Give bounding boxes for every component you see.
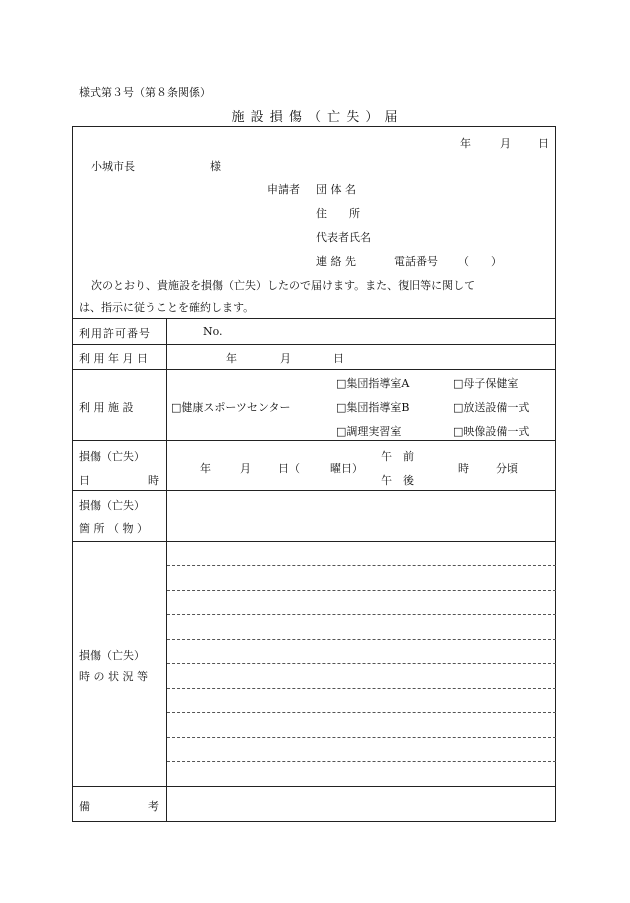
facility-label: 利 用 施 設 [79,401,134,414]
permit-number-field[interactable]: No. [203,325,223,338]
divider [72,440,556,441]
facility-option-maternal[interactable] [453,375,518,391]
facility-option-group-a[interactable] [336,375,409,391]
phone-area-code: （ ） [458,255,502,268]
damage-minute: 分頃 [496,462,518,475]
applicant-label: 申請者 [267,183,300,196]
use-date-year: 年 [226,352,237,365]
damage-month: 月 [240,462,251,475]
form-number: 様式第３号（第８条関係） [79,86,211,99]
damage-day: 日（ [278,462,300,475]
divider [72,541,556,542]
remarks-field[interactable] [170,790,552,819]
facility-option-broadcast[interactable] [453,399,529,415]
damage-year: 年 [200,462,211,475]
remarks-label-a: 備 [79,800,90,813]
divider [72,490,556,491]
damage-place-label: 損傷（亡失） [79,499,145,512]
statement-line1: 次のとおり、貴施設を損傷（亡失）したので届けます。また、復旧等に関して [91,279,476,292]
damage-datetime-label: 損傷（亡失） [79,450,145,463]
use-date-month: 月 [280,352,291,365]
permit-number-label: 利用許可番号 [79,327,151,340]
date-year: 年 [460,137,471,150]
divider [72,369,556,370]
date-day: 日 [538,137,549,150]
damage-place-field[interactable] [170,494,552,538]
damage-datetime-label-day: 日 [79,474,90,487]
damage-datetime-label-time: 時 [148,474,159,487]
damage-am[interactable]: 午 前 [381,450,414,463]
damage-hour: 時 [458,462,469,475]
divider [72,344,556,345]
option-label: 健康スポーツセンター [181,401,291,414]
representative-label: 代表者氏名 [316,231,371,244]
damage-weekday: 曜日） [330,462,363,475]
option-label: 放送設備一式 [463,401,530,414]
option-label: 母子保健室 [463,377,519,390]
divider [72,318,556,319]
facility-option-video[interactable] [453,423,529,439]
group-name-label: 団 体 名 [316,183,356,196]
option-label: 集団指導室A [346,377,410,390]
address-label: 住 所 [316,207,360,220]
form-title: 施 設 損 傷 （ 亡 失 ） 届 [231,110,399,125]
use-date-label: 利 用 年 月 日 [79,352,148,365]
addressee-honorific: 様 [210,160,221,173]
statement-line2: は、指示に従うことを確約します。 [79,301,255,314]
option-label: 映像設備一式 [463,425,530,438]
facility-option-main[interactable] [171,399,291,415]
addressee-name: 小城市長 [91,160,135,173]
option-label: 調理実習室 [346,425,402,438]
damage-pm[interactable]: 午 後 [381,474,414,487]
facility-option-cooking[interactable] [336,423,401,439]
date-month: 月 [500,137,511,150]
facility-option-group-b[interactable] [336,399,410,415]
use-date-day: 日 [333,352,344,365]
contact-label: 連 絡 先 [316,255,356,268]
divider [72,786,556,787]
damage-situation-label: 損傷（亡失） [79,649,145,662]
remarks-label-b: 考 [148,800,159,813]
damage-situation-field[interactable] [170,545,552,783]
damage-place-label-2: 箇 所 （ 物 ） [79,522,148,535]
label-column-divider [166,318,167,822]
option-label: 集団指導室B [346,401,410,414]
phone-label: 電話番号 [394,255,438,268]
damage-situation-label-2: 時 の 状 況 等 [79,670,148,683]
